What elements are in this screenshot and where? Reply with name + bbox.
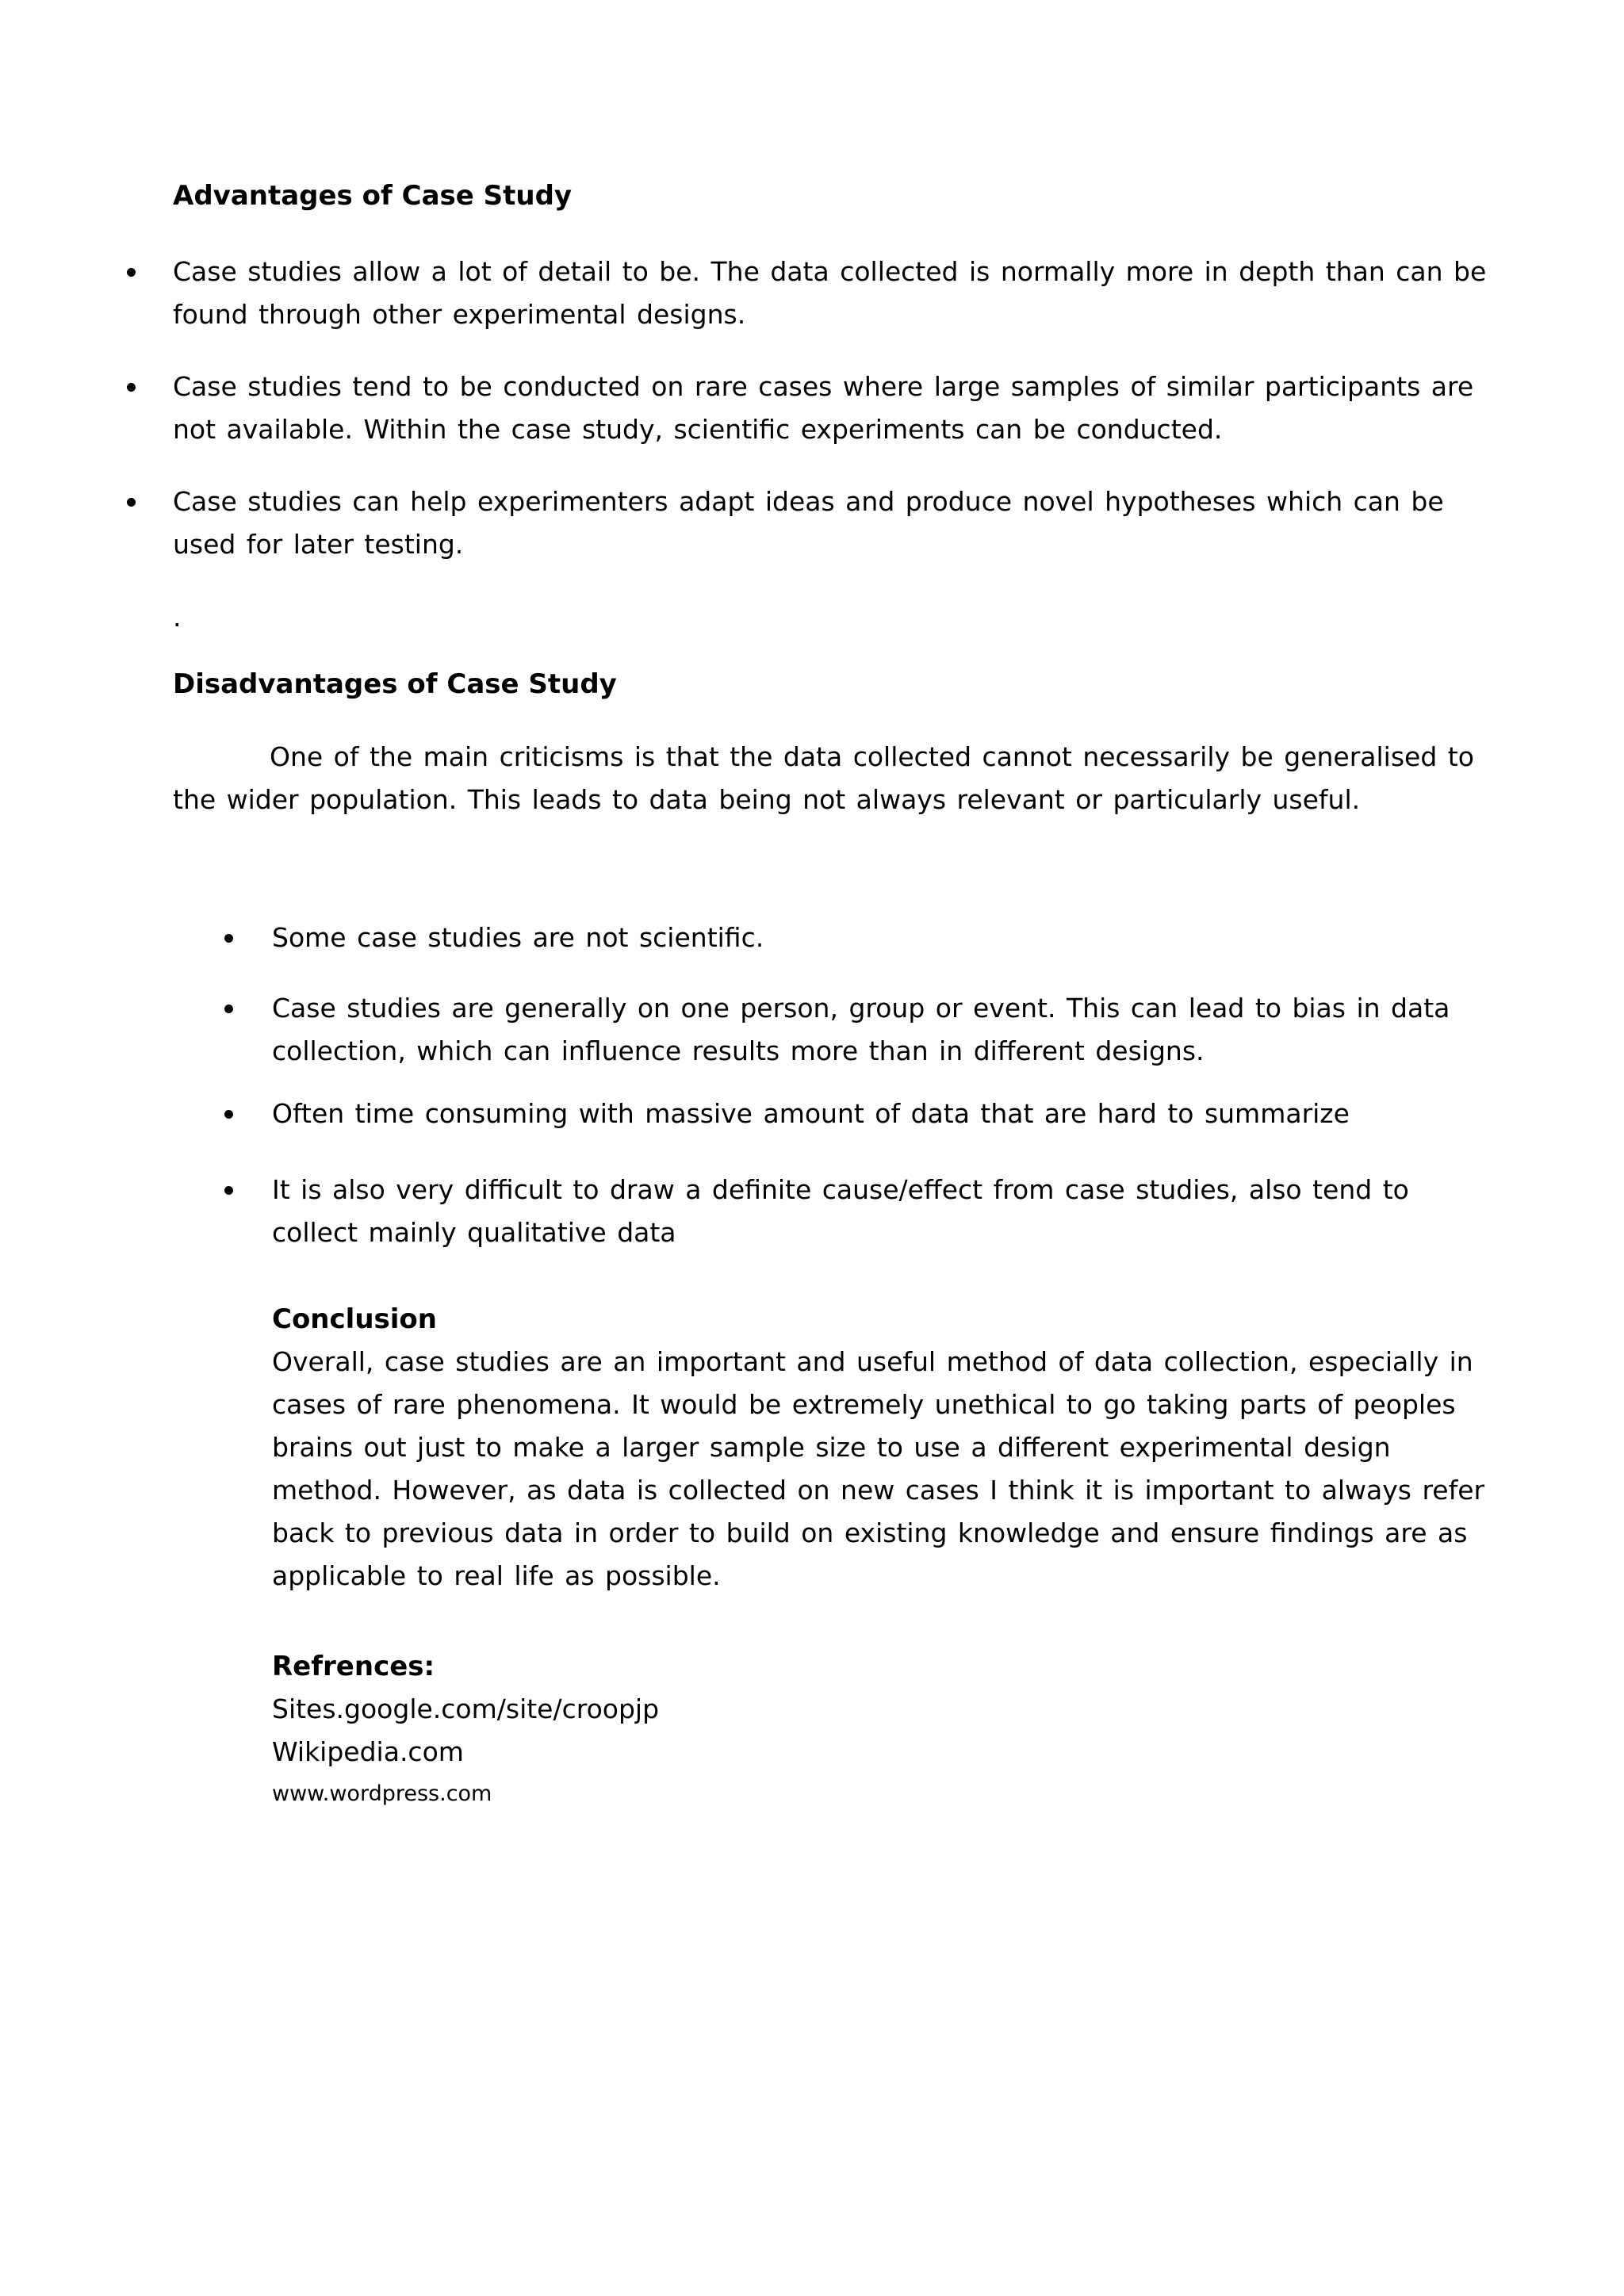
advantages-item-3: Case studies can help experimenters adapt ideas and produce novel hypotheses which can be used for later testing.	[173, 486, 1444, 560]
stray-dot: .	[173, 602, 182, 633]
disadvantages-item-3: Often time consuming with massive amount of data that are hard to summarize	[272, 1098, 1350, 1129]
disadvantages-item-4: It is also very difficult to draw a definite cause/effect from case studies, also tend to collect mainly qualitative data	[272, 1174, 1409, 1248]
conclusion-body: Overall, case studies are an important and useful method of data collection, especially in cases of rare phenomena. It would be extremely unethical to go taking parts of peoples brains out just to make a larger sample size to use a different experimental design method. However, as data is collected on new cases I think it is important to always refer back to previous data in order to build on existing knowledge and ensure findings are as applicable to real life as possible.	[272, 1346, 1485, 1591]
references-heading: Refrences:	[272, 1651, 435, 1682]
advantages-item-2: Case studies tend to be conducted on rare cases where large samples of similar participants are not available. Within the case study, scientific experiments can be conducted.	[173, 371, 1474, 445]
bullet-icon	[127, 383, 136, 392]
bullet-icon	[127, 268, 136, 277]
conclusion-heading: Conclusion	[272, 1303, 437, 1335]
disadvantages-item-2: Case studies are generally on one person, group or event. This can lead to bias in data collection, which can influence results more than in different designs.	[272, 993, 1450, 1066]
bullet-icon	[224, 934, 233, 943]
advantages-item-1: Case studies allow a lot of detail to be. The data collected is normally more in depth than can be found through other experimental designs.	[173, 256, 1487, 330]
disadvantages-item-1: Some case studies are not scientific.	[272, 922, 764, 953]
bullet-icon	[127, 498, 136, 507]
disadvantages-heading: Disadvantages of Case Study	[173, 668, 617, 700]
bullet-icon	[224, 1004, 233, 1013]
bullet-icon	[224, 1110, 233, 1119]
bullet-icon	[224, 1186, 233, 1195]
reference-item: Sites.google.com/site/croopjp	[272, 1693, 660, 1724]
advantages-heading: Advantages of Case Study	[173, 180, 573, 212]
reference-item: www.wordpress.com	[272, 1781, 492, 1806]
reference-item: Wikipedia.com	[272, 1736, 464, 1767]
disadvantages-intro: One of the main criticisms is that the data collected cannot necessarily be generalised to the wider population. This leads to data being not always relevant or particularly useful.	[173, 741, 1474, 815]
